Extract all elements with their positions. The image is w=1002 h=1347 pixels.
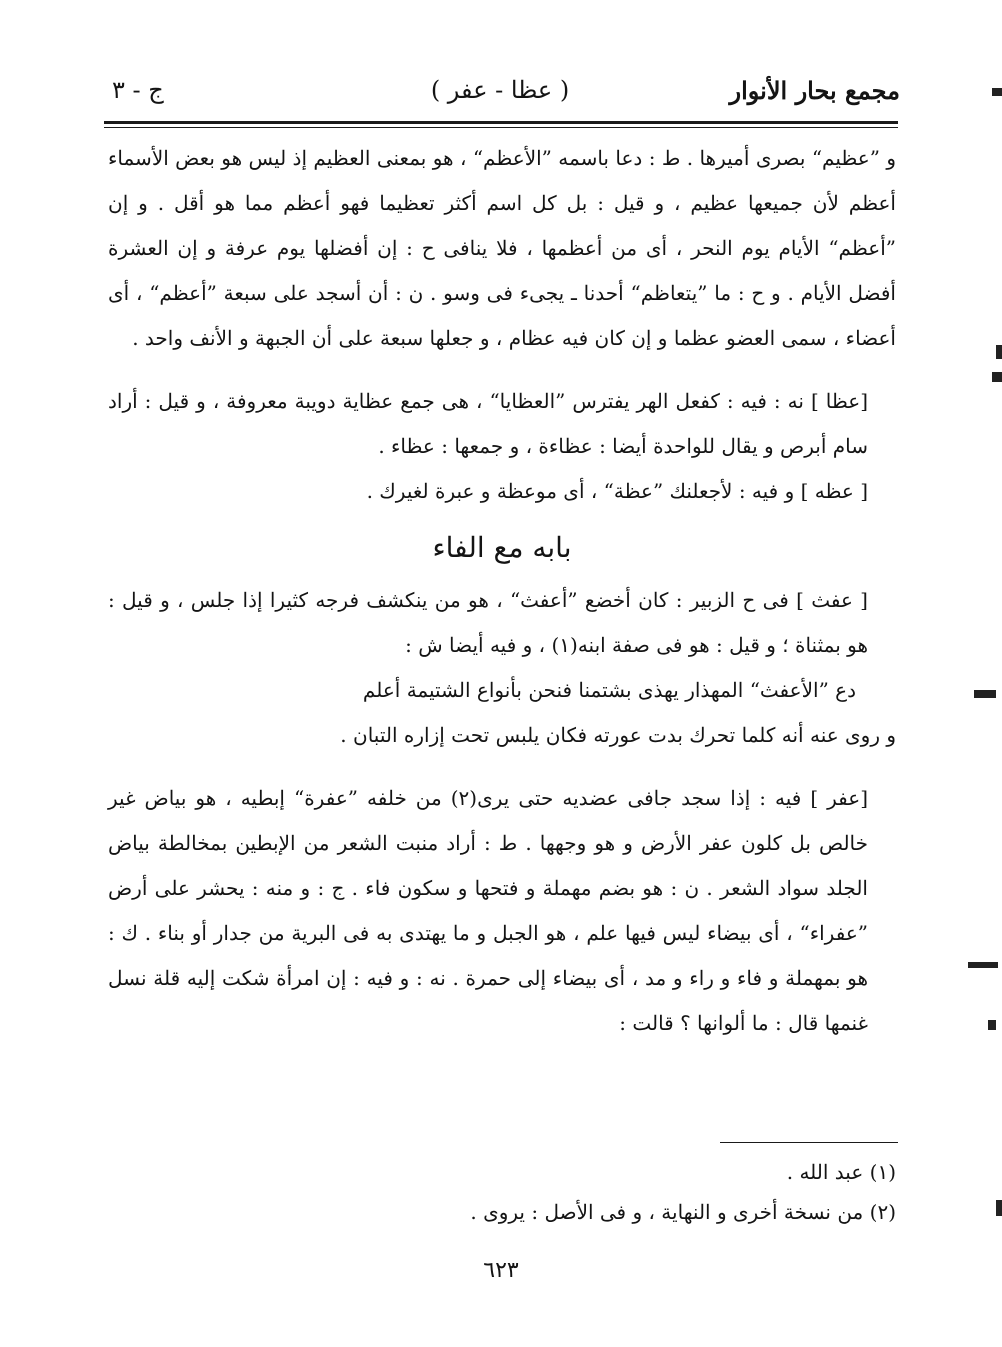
book-title: مجمع بحار الأنوار: [729, 76, 900, 105]
paragraph: [ عظه ] و فيه : لأجعلنك ”عظة“ ، أى موعظة و عبرة لغيرك .: [366, 479, 868, 503]
paragraph: [عظا ] نه : فيه : كفعل الهر يفترس ”العظايا“ ، هى جمع عظاية دويبة معروفة ، و قيل : أراد سام أبرص و يقال للواحدة أيضا : عظاءة ، و جمعها : عظاء .: [108, 389, 868, 458]
page-number: ٦٢٣: [483, 1258, 519, 1283]
scan-edge-mark: [974, 690, 996, 698]
volume-label: ج - ٣: [112, 76, 164, 104]
footnote: (١) عبد الله .: [786, 1160, 896, 1184]
running-header: [100, 72, 900, 116]
header-rule-thin: [104, 127, 898, 128]
footnotes: [108, 1152, 896, 1232]
main-text: [108, 136, 896, 1046]
footnote-rule: [720, 1142, 898, 1143]
paragraph: و روى عنه أنه كلما تحرك بدت عورته فكان يلبس تحت إزاره التبان .: [340, 723, 896, 747]
paragraph: [ عفث ] فى ح الزبير : كان أخضع ”أعفث“ ، هو من ينكشف فرجه كثيرا إذا جلس ، و قيل : هو بمثناة ؛ و قيل : هو فى صفة ابنه(١) ، و فيه أيضا ش :: [108, 588, 868, 657]
header-rule-thick: [104, 121, 898, 124]
scan-edge-mark: [996, 345, 1002, 359]
scan-edge-mark: [992, 372, 1002, 382]
scan-edge-mark: [992, 88, 1002, 96]
verse-line: دع ”الأعفث“ المهذار يهذى بشتمنا فنحن بأنواع الشتيمة أعلم: [362, 678, 856, 702]
scan-edge-mark: [968, 962, 998, 968]
section-range: ( عظا - عفر ): [430, 76, 570, 104]
scan-edge-mark: [996, 1200, 1002, 1216]
footnote: (٢) من نسخة أخرى و النهاية ، و فى الأصل : يروى .: [470, 1200, 896, 1224]
paragraph: [عفر ] فيه : إذا سجد جافى عضديه حتى يرى(٢) من خلفه ”عفرة“ إبطيه ، هو بياض غير خالص بل كلون عفر الأرض و هو وجهها . ط : أراد منبت الشعر من الإبطين بمخالطة بياض الجلد سواد الشعر . ن : هو بضم مهملة و فتحها و سكون فاء . ج : و منه : يحشر على أرض ”عفراء“ ، أى بيضاء ليس فيها علم ، هو الجبل و ما يهتدى به فى البرية من جدار أو بناء . ك : هو بمهملة و فاء و راء و مد ، أى بيضاء إلى حمرة . نه : و فيه : إن امرأة شكت إليه قلة نسل غنمها قال : ما ألوانها ؟ قالت :: [108, 786, 869, 1035]
paragraph: و ”عظيم“ بصرى أميرها . ط : دعا باسمه ”الأعظم“ ، هو بمعنى العظيم إذ ليس هو بعض الأسماء أعظم لأن جميعها عظيم ، و قيل : بل كل اسم أكثر تعظيما فهو أعظم مما هو أقل . و إن ”أعظم“ الأيام يوم النحر ، أى من أعظمها ، فلا ينافى ح : إن أفضلها يوم عرفة و إن العشرة أفضل الأيام . و ح : ما ”يتعاظم“ أحدنا ـ يجىء فى وسو . ن : أن أسجد على سبعة ”أعظم“ ، أى أعضاء ، سمى العضو عظما و إن كان فيه عظام ، و جعلها سبعة على أن الجبهة و الأنف واحد .: [108, 146, 896, 350]
scan-edge-mark: [988, 1020, 996, 1030]
chapter-title: بابه مع الفاء: [432, 531, 572, 564]
